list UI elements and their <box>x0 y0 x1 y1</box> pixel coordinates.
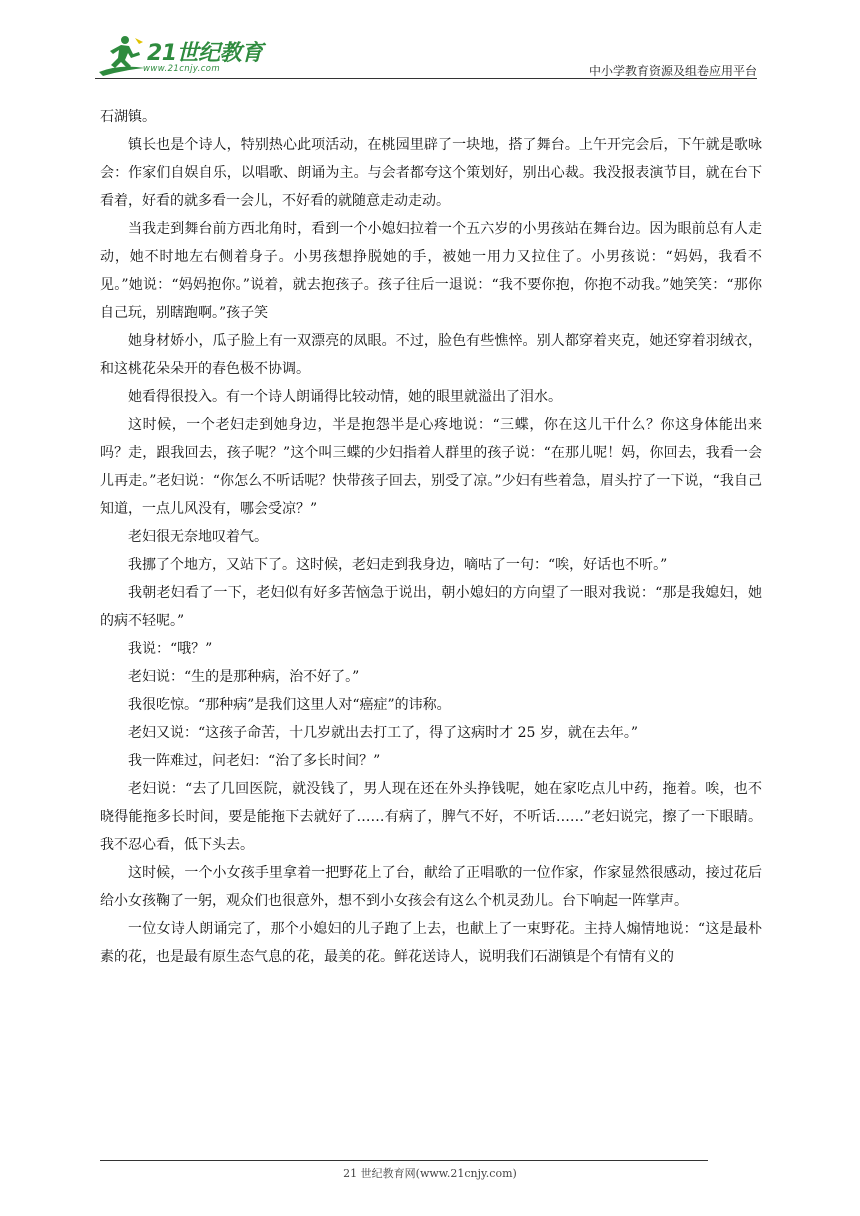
paragraph: 我一阵难过，问老妇：“治了多长时间？” <box>128 753 381 769</box>
paragraph: 一位女诗人朗诵完了，那个小媳妇的儿子跑了上去，也献上了一束野花。主持人煽情地说：“这是最朴素的花，也是最有原生态气息的花，最美的花。鲜花送诗人，说明我们石湖镇是个有情有义的 <box>100 921 762 965</box>
paragraph: 镇长也是个诗人，特别热心此项活动，在桃园里辟了一块地，搭了舞台。上午开完会后，下午就是歌咏会：作家们自娱自乐，以唱歌、朗诵为主。与会者都夸这个策划好，别出心裁。我没报表演节目，就在台下看着，好看的就多看一会儿，不好看的就随意走动走动。 <box>100 137 762 209</box>
footer-divider <box>100 1160 708 1161</box>
paragraph: 我朝老妇看了一下，老妇似有好多苦恼急于说出，朝小媳妇的方向望了一眼对我说：“那是我媳妇，她的病不轻呢。” <box>100 585 762 629</box>
logo <box>95 34 265 78</box>
paragraph: 我挪了个地方，又站下了。这时候，老妇走到我身边，嘀咕了一句：“唉，好话也不听。” <box>128 557 668 573</box>
logo-url: www.21cnjy.com <box>143 64 221 74</box>
header-divider <box>95 78 757 79</box>
runner-logo-icon <box>95 34 149 78</box>
paragraph: 这时候，一个小女孩手里拿着一把野花上了台，献给了正唱歌的一位作家，作家显然很感动，接过花后给小女孩鞠了一躬，观众们也很意外，想不到小女孩会有这么个机灵劲儿。台下响起一阵掌声。 <box>100 865 762 909</box>
article-body <box>100 103 762 971</box>
paragraph: 老妇说：“生的是那种病，治不好了。” <box>128 669 360 685</box>
paragraph: 她身材娇小，瓜子脸上有一双漂亮的凤眼。不过，脸色有些憔悴。别人都穿着夹克，她还穿着羽绒衣，和这桃花朵朵开的春色极不协调。 <box>100 333 762 377</box>
logo-title: 21世纪教育 <box>147 41 263 66</box>
paragraph: 老妇说：“去了几回医院，就没钱了，男人现在还在外头挣钱呢，她在家吃点儿中药，拖着。唉，也不晓得能拖多长时间，要是能拖下去就好了……有病了，脾气不好，不听话……”老妇说完，擦了一下眼睛。我不忍心看，低下头去。 <box>100 781 762 853</box>
paragraph: 老妇很无奈地叹着气。 <box>128 529 268 545</box>
paragraph: 石湖镇。 <box>100 109 156 125</box>
paragraph: 她看得很投入。有一个诗人朗诵得比较动情，她的眼里就溢出了泪水。 <box>128 389 562 405</box>
page-footer: 21 世纪教育网(www.21cnjy.com) <box>343 1167 517 1180</box>
paragraph: 当我走到舞台前方西北角时，看到一个小媳妇拉着一个五六岁的小男孩站在舞台边。因为眼前总有人走动，她不时地左右侧着身子。小男孩想挣脱她的手，被她一用力又拉住了。小男孩说：“妈妈，我看不见。”她说：“妈妈抱你。”说着，就去抱孩子。孩子往后一退说：“我不要你抱，你抱不动我。”她笑笑：“那你自己玩，别瞎跑啊。”孩子笑 <box>100 221 762 321</box>
paragraph: 我说：“哦？” <box>128 641 213 657</box>
paragraph: 老妇又说：“这孩子命苦，十几岁就出去打工了，得了这病时才 25 岁，就在去年。” <box>128 725 639 741</box>
paragraph: 这时候，一个老妇走到她身边，半是抱怨半是心疼地说：“三蝶，你在这儿干什么？你这身体能出来吗？走，跟我回去，孩子呢？”这个叫三蝶的少妇指着人群里的孩子说：“在那儿呢！妈，你回去，我看一会儿再走。”老妇说：“你怎么不听话呢？快带孩子回去，别受了凉。”少妇有些着急，眉头拧了一下说，“我自己知道，一点儿风没有，哪会受凉？” <box>100 417 762 517</box>
page-header <box>95 28 757 80</box>
paragraph: 我很吃惊。“那种病”是我们这里人对“癌症”的讳称。 <box>128 697 451 713</box>
platform-name: 中小学教育资源及组卷应用平台 <box>588 64 757 78</box>
